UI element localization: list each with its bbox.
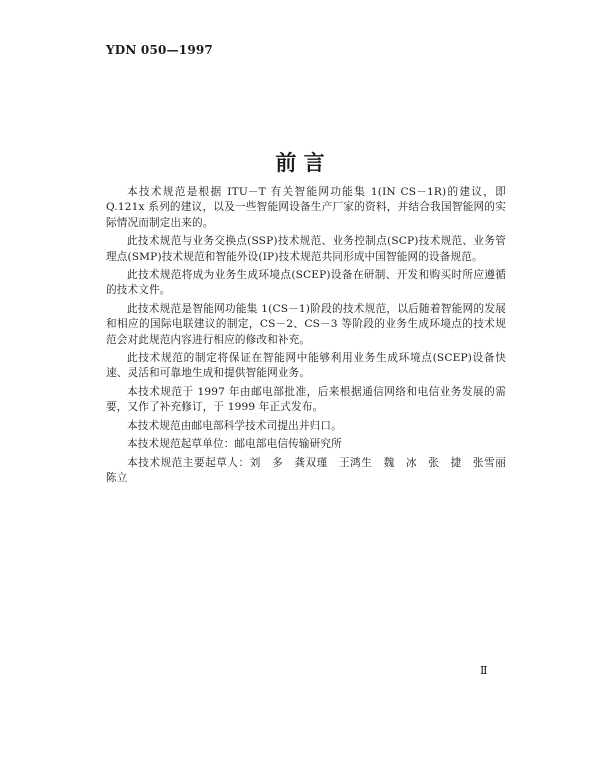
- page-title: 前 言: [275, 150, 325, 175]
- paragraph-basis: 本技术规范是根据 ITU－T 有关智能网功能集 1(IN CS－1R)的建议，即 Q.121x 系列的建议，以及一些智能网设备生产厂家的资料，并结合我国智能网的实际情况而制定出来的。: [106, 186, 506, 229]
- paragraph-goal: 此技术规范的制定将保证在智能网中能够利用业务生成环境点(SCEP)设备快速、灵活和可靠地生成和提供智能网业务。: [106, 352, 506, 380]
- page-number: Ⅱ: [480, 664, 488, 677]
- body-text: [106, 185, 517, 489]
- paragraph-drafters: 本技术规范主要起草人：刘 多 龚双瑾 王鸿生 魏 冰 张 捷 张雪丽 陈立: [106, 456, 517, 484]
- paragraph-proposer: 本技术规范由邮电部科学技术司提出并归口。: [127, 419, 342, 432]
- paragraph-future-phases: 此技术规范是智能网功能集 1(CS－1)阶段的技术规范，以后随着智能网的发展和相应的国际电联建议的制定，CS－2、CS－3 等阶段的业务生成环境点的技术规范会对此规范内容进行相应的修改和补充。: [106, 302, 506, 346]
- paragraph-drafting-unit: 本技术规范起草单位：邮电部电信传输研究所: [127, 438, 342, 451]
- paragraph-purpose: 此技术规范将成为业务生成环境点(SCEP)设备在研制、开发和购买时所应遵循的技术文件。: [106, 269, 506, 297]
- document-code: YDN 050—1997: [106, 43, 213, 57]
- paragraph-related-specs: 此技术规范与业务交换点(SSP)技术规范、业务控制点(SCP)技术规范、业务管理点(SMP)技术规范和智能外设(IP)技术规范共同形成中国智能网的设备规范。: [106, 235, 506, 263]
- paragraph-approval: 本技术规范于 1997 年由邮电部批准，后来根据通信网络和电信业务发展的需要，又作了补充修订，于 1999 年正式发布。: [106, 385, 506, 414]
